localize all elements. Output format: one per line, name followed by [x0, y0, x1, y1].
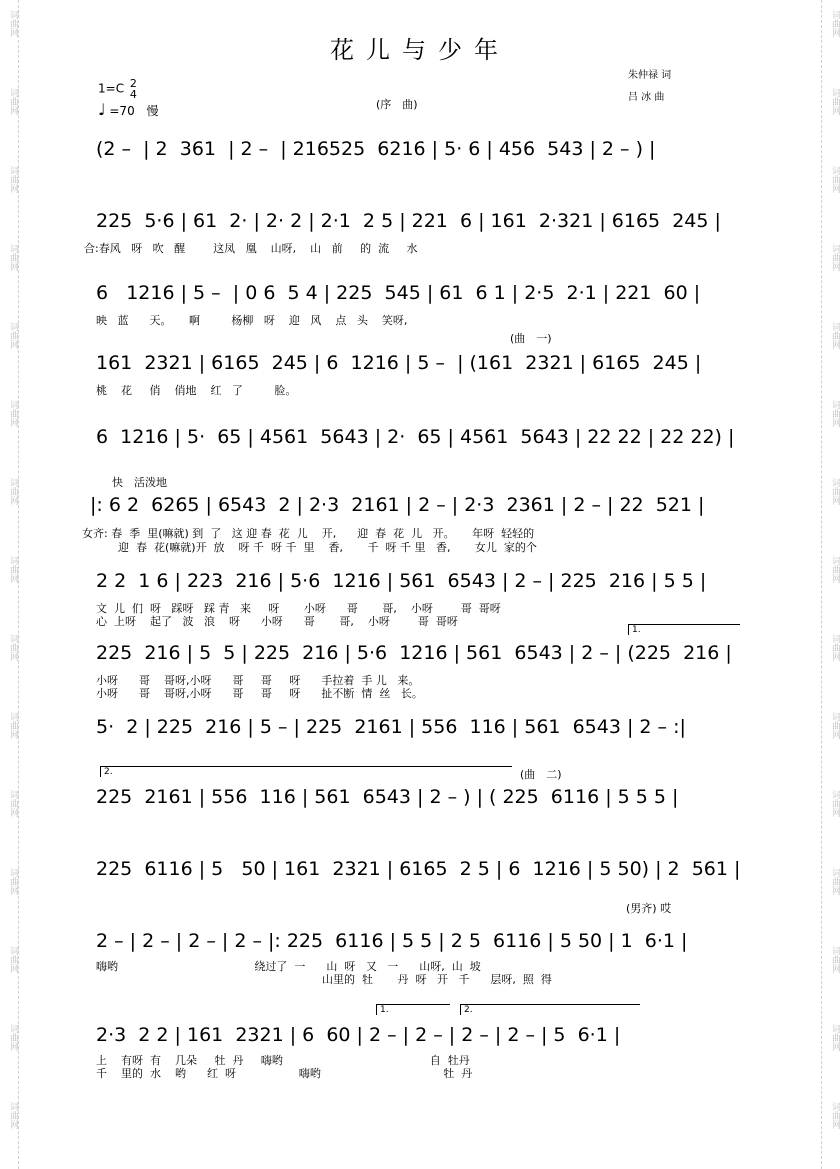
watermark-text: 词曲网 — [8, 478, 18, 505]
tempo-word: 慢 — [146, 104, 159, 118]
music-line-7: 2 2 1 6 | 223 216 | 5·6 1216 | 561 6543 | 2 – | 225 216 | 5 5 | — [96, 570, 707, 592]
lyricist-credit: 朱仲禄 词 — [628, 70, 672, 81]
time-numerator: 2 — [129, 77, 137, 90]
watermark-text: 词曲网 — [8, 868, 18, 895]
key-signature — [98, 78, 137, 100]
watermark-text: 词曲网 — [830, 322, 840, 349]
watermark-text: 词曲网 — [830, 400, 840, 427]
volta-first-1: 1. — [628, 624, 740, 635]
watermark-text: 词曲网 — [8, 634, 18, 661]
section-male: (男齐) 哎 — [626, 902, 672, 915]
lyric-line-7: 文 儿 们 呀 踩呀 踩 青 来 呀 小呀 哥 哥, 小呀 哥 哥呀 — [96, 602, 501, 615]
section-interlude1: (曲 一) — [510, 332, 552, 345]
watermark-text: 词曲网 — [8, 1024, 18, 1051]
lyric-line-8b: 小呀 哥 哥呀,小呀 哥 哥 呀 扯不断 情 丝 长。 — [96, 687, 423, 700]
watermark-text: 词曲网 — [8, 244, 18, 271]
watermark-text: 词曲网 — [830, 556, 840, 583]
music-line-13: 2·3 2 2 | 161 2321 | 6 60 | 2 – | 2 – | 2 – | 2 – | 5 6·1 | — [96, 1024, 621, 1046]
lyric-line-6: 女齐: 春 季 里(嘛就) 到 了 这 迎 春 花 儿 开, 迎 春 花 儿 开。 年呀 轻轻的 — [82, 527, 535, 540]
music-line-6: |: 6 2 6265 | 6543 2 | 2·3 2161 | 2 – | 2·3 2361 | 2 – | 22 521 | — [90, 494, 705, 516]
watermark-text: 词曲网 — [8, 712, 18, 739]
song-title: 花儿与少年 — [330, 36, 510, 64]
watermark-text: 词曲网 — [8, 322, 18, 349]
watermark-text: 词曲网 — [830, 868, 840, 895]
lyric-line-12b: 山里的 牡 丹 呀 开 千 层呀, 照 得 — [322, 973, 552, 986]
lyric-line-2: 合:春风 呀 吹 醒 这凤 凰 山呀, 山 前 的 流 水 — [84, 242, 418, 255]
section-interlude2: (曲 二) — [520, 768, 562, 781]
lyric-line-7b: 心 上呀 起了 波 浪 呀 小呀 哥 哥, 小呀 哥 哥呀 — [96, 615, 458, 628]
section-fast: 快 活泼地 — [112, 476, 167, 489]
tempo-marking — [98, 100, 159, 119]
section-prelude: (序 曲) — [376, 98, 418, 111]
lyric-line-13b: 千 里的 水 哟 红 呀 嗨哟 牡 丹 — [96, 1067, 473, 1080]
watermark-text: 词曲网 — [830, 634, 840, 661]
volta-first-2: 1. — [376, 1004, 450, 1015]
watermark-text: 词曲网 — [8, 946, 18, 973]
volta-second: 2. — [100, 766, 512, 777]
watermark-text: 词曲网 — [830, 1024, 840, 1051]
watermark-text: 词曲网 — [830, 790, 840, 817]
watermark-text: 词曲网 — [830, 88, 840, 115]
lyric-line-8: 小呀 哥 哥呀,小呀 哥 哥 呀 手拉着 手 儿 来。 — [96, 674, 420, 687]
watermark-text: 词曲网 — [8, 400, 18, 427]
lyric-line-4: 桃 花 俏 俏地 红 了 脸。 — [96, 384, 297, 397]
lyric-line-12: 嗨哟 绕过了 一 山 呀 又 一 山呀, 山 坡 — [96, 960, 481, 973]
lyric-line-3: 映 蓝 天。 啊 杨柳 呀 迎 风 点 头 笑呀, — [96, 314, 408, 327]
music-line-9: 5· 2 | 225 216 | 5 – | 225 2161 | 556 116 | 561 6543 | 2 – :| — [96, 716, 686, 738]
quarter-note-icon: ♩ — [98, 100, 106, 119]
music-line-11: 225 6116 | 5 50 | 161 2321 | 6165 2 5 | 6 1216 | 5 50) | 2 561 | — [96, 858, 741, 880]
watermark-text: 词曲网 — [830, 1102, 840, 1129]
watermark-text: 词曲网 — [830, 712, 840, 739]
watermark-text: 词曲网 — [830, 244, 840, 271]
music-line-1: (2 – | 2 361 | 2 – | 216525 6216 | 5· 6 | 456 543 | 2 – ) | — [96, 138, 656, 160]
watermark-text: 词曲网 — [8, 10, 18, 37]
watermark-text: 词曲网 — [830, 946, 840, 973]
music-line-10: 225 2161 | 556 116 | 561 6543 | 2 – ) | ( 225 6116 | 5 5 5 | — [96, 786, 679, 808]
lyric-line-6b: 迎 春 花(嘛就)开 放 呀 千 呀 千 里 香, 千 呀 千 里 香, 女儿 家的个 — [118, 541, 537, 554]
composer-credit: 吕 冰 曲 — [628, 92, 665, 103]
key-label: 1=C — [98, 81, 125, 96]
music-line-8: 225 216 | 5 5 | 225 216 | 5·6 1216 | 561 6543 | 2 – | (225 216 | — [96, 642, 732, 664]
time-denominator: 4 — [129, 88, 137, 101]
watermark-text: 词曲网 — [8, 166, 18, 193]
watermark-text: 词曲网 — [8, 88, 18, 115]
music-line-3: 6 1216 | 5 – | 0 6 5 4 | 225 545 | 61 6 1 | 2·5 2·1 | 221 60 | — [96, 282, 701, 304]
watermark-text: 词曲网 — [830, 166, 840, 193]
watermark-text: 词曲网 — [830, 10, 840, 37]
music-line-4: 161 2321 | 6165 245 | 6 1216 | 5 – | (161 2321 | 6165 245 | — [96, 352, 702, 374]
watermark-text: 词曲网 — [8, 556, 18, 583]
watermark-text: 词曲网 — [830, 478, 840, 505]
tempo-value: =70 — [109, 104, 135, 118]
lyric-line-13: 上 有呀 有 几朵 牡 丹 嗨哟 自 牡丹 — [96, 1054, 470, 1067]
music-line-2: 225 5·6 | 61 2· | 2· 2 | 2·1 2 5 | 221 6 | 161 2·321 | 6165 245 | — [96, 210, 721, 232]
music-line-12: 2 – | 2 – | 2 – | 2 – |: 225 6116 | 5 5 | 2 5 6116 | 5 50 | 1 6·1 | — [96, 930, 688, 952]
volta-second-2: 2. — [460, 1004, 640, 1015]
music-line-5: 6 1216 | 5· 65 | 4561 5643 | 2· 65 | 4561 5643 | 22 22 | 22 22) | — [96, 426, 735, 448]
watermark-text: 词曲网 — [8, 1102, 18, 1129]
watermark-text: 词曲网 — [8, 790, 18, 817]
